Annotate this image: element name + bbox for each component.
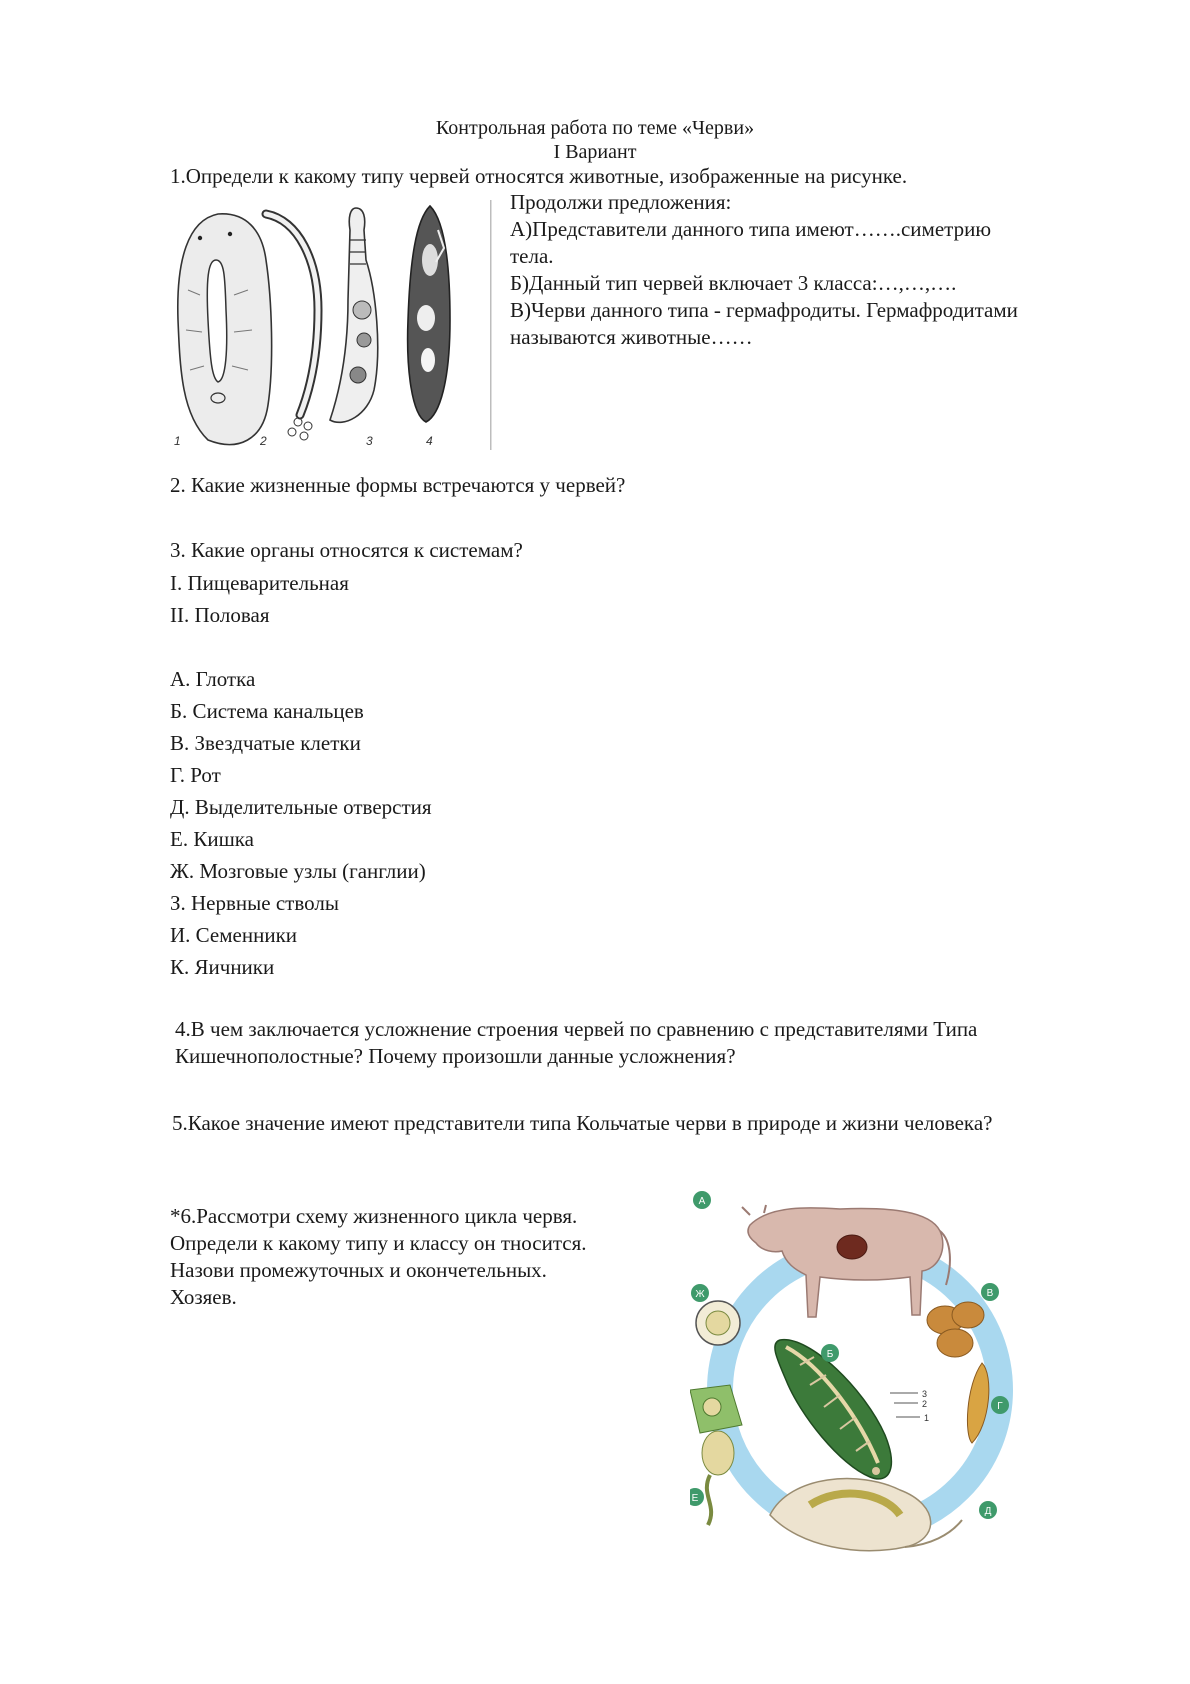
adolescaria-illustration [696, 1301, 740, 1345]
stage-label: В [986, 1288, 994, 1299]
organ-item: В. Звездчатые клетки [170, 731, 361, 755]
fluke-illustration [330, 208, 378, 422]
q6-line: Назови промежуточных и окончетельных. [170, 1258, 547, 1282]
q6-line: *6.Рассмотри схему жизненного цикла червя. [170, 1204, 578, 1228]
planarian-illustration [178, 214, 272, 445]
flatworms-figure [168, 200, 498, 455]
worm-illustration [408, 206, 450, 422]
part-label: 1 [924, 1413, 930, 1423]
q3-question: 3. Какие органы относятся к системам? [170, 538, 523, 562]
figure-label: 2 [260, 434, 267, 448]
q6-line: Определи к какому типу и классу он тносится. [170, 1231, 587, 1255]
organ-item: Д. Выделительные отверстия [170, 795, 432, 819]
organ-item: А. Глотка [170, 667, 256, 691]
organ-item: Б. Система канальцев [170, 699, 364, 723]
variant-label: I Вариант [553, 141, 637, 163]
cercaria-illustration [702, 1431, 734, 1525]
q4-question: 4.В чем заключается усложнение строения червей по сравнению с представителями Типа Кишечнополостные? Почему произошли данные усложнения? [175, 1017, 978, 1068]
figure-label: 1 [174, 434, 181, 448]
organ-item: Г. Рот [170, 763, 221, 787]
organ-item: Ж. Мозговые узлы (ганглии) [170, 859, 426, 883]
organ-item: Е. Кишка [170, 827, 254, 851]
cow-illustration [742, 1205, 950, 1317]
organ-item: И. Семенники [170, 923, 298, 947]
metacercaria-illustration [690, 1385, 742, 1433]
q6-text [170, 1203, 587, 1311]
systems-list [170, 567, 349, 631]
nemertean-illustration [266, 214, 318, 440]
q2-question: 2. Какие жизненные формы встречаются у червей? [170, 473, 626, 497]
stage-label: Д [984, 1506, 992, 1517]
q1-line: называются животные…… [510, 325, 753, 349]
figure-label: 3 [366, 434, 373, 448]
part-label: 3 [922, 1389, 928, 1399]
system-item: II. Половая [170, 603, 270, 627]
stage-label: А [698, 1196, 706, 1207]
stage-label: Е [691, 1493, 699, 1504]
q5-question: 5.Какое значение имеют представители типа Кольчатые черви в природе и жизни человека? [172, 1111, 993, 1135]
life-cycle-diagram [690, 1185, 1020, 1570]
organ-item: З. Нервные стволы [170, 891, 339, 915]
organs-list [170, 663, 432, 983]
q1-line: тела. [510, 244, 554, 268]
figure-label: 4 [426, 434, 433, 448]
q6-line: Хозяев. [170, 1285, 237, 1309]
q1-line: А)Представители данного типа имеют…….симетрию [510, 217, 992, 241]
page-title: Контрольная работа по теме «Черви» [435, 117, 755, 139]
q1-line: В)Черви данного типа - гермафродиты. Гермафродитами [510, 298, 1018, 322]
stage-label: Б [826, 1349, 834, 1360]
part-label: 2 [922, 1399, 928, 1409]
q1-line: Б)Данный тип червей включает 3 класса:…,…,…. [510, 271, 957, 295]
liver-fluke-illustration [775, 1340, 929, 1479]
q1-line: Продолжи предложения: [510, 190, 732, 214]
stage-label: Г [997, 1401, 1003, 1412]
q1-question: 1.Определи к какому типу червей относятся животные, изображенные на рисунке. [170, 164, 908, 188]
stage-label: Ж [695, 1289, 705, 1300]
system-item: I. Пищеварительная [170, 571, 349, 595]
organ-item: К. Яичники [170, 955, 275, 979]
